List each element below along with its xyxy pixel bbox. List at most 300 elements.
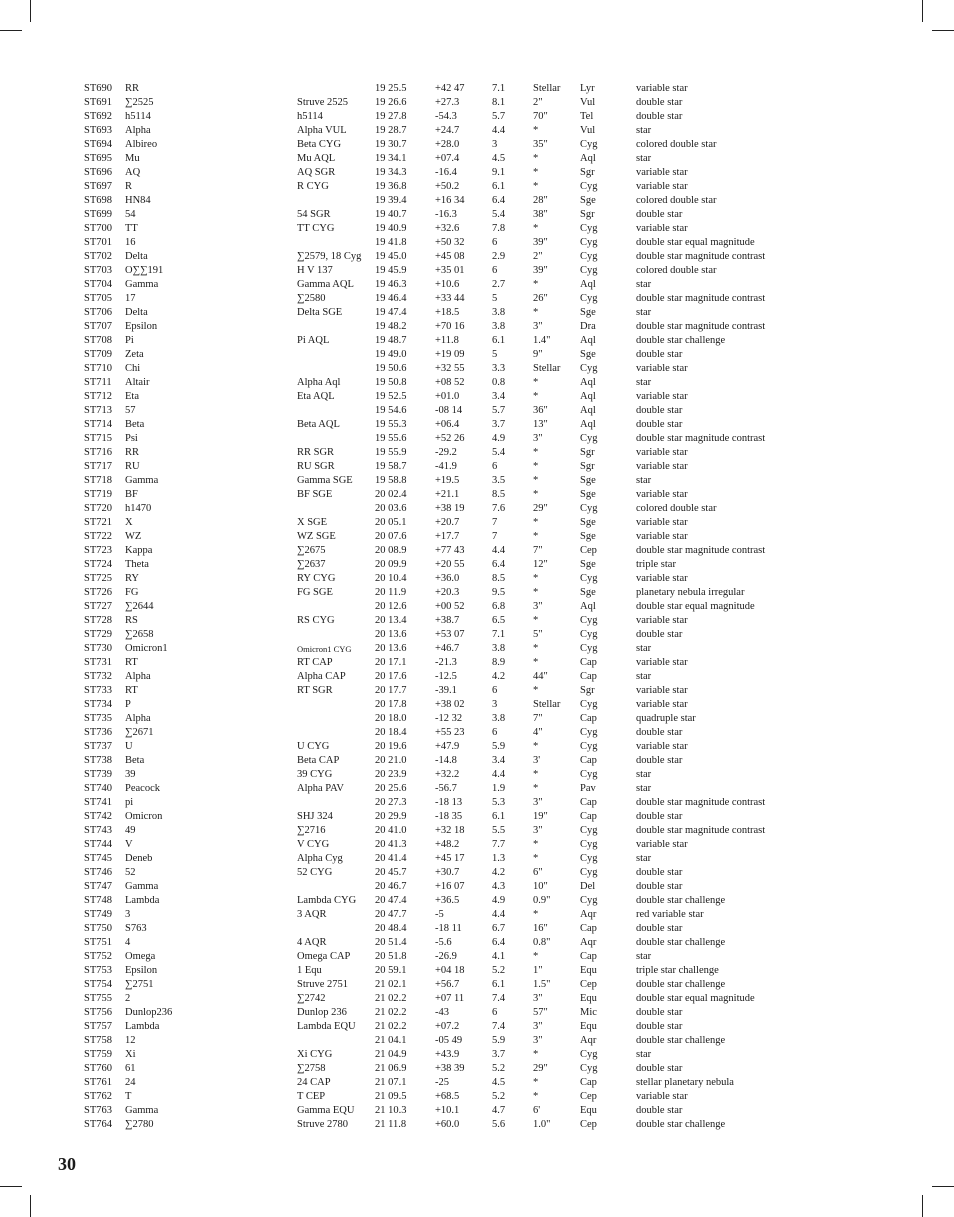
table-row	[84, 880, 884, 894]
object-type-cell: variable star	[636, 363, 688, 374]
right-ascension-cell: 19 58.8	[375, 475, 407, 486]
separation-cell: 38"	[533, 209, 548, 220]
alt-designation-cell: FG SGE	[297, 587, 333, 598]
alt-designation-cell: ∑2580	[297, 293, 326, 304]
constellation-cell: Cap	[580, 1077, 597, 1088]
constellation-cell: Cyg	[580, 741, 598, 752]
declination-cell: -54.3	[435, 111, 457, 122]
catalog-id-cell: ST752	[84, 951, 113, 962]
right-ascension-cell: 20 18.0	[375, 713, 407, 724]
table-row	[84, 1090, 884, 1104]
table-row	[84, 278, 884, 292]
separation-cell: 1.5"	[533, 979, 551, 990]
declination-cell: +01.0	[435, 391, 460, 402]
object-type-cell: variable star	[636, 741, 688, 752]
separation-cell: 3"	[533, 321, 543, 332]
constellation-cell: Sgr	[580, 447, 595, 458]
table-row	[84, 796, 884, 810]
star-name-cell: Albireo	[125, 139, 158, 150]
alt-designation-cell: BF SGE	[297, 489, 333, 500]
separation-cell: *	[533, 125, 539, 136]
star-name-cell: Eta	[125, 391, 139, 402]
catalog-id-cell: ST764	[84, 1119, 113, 1130]
star-name-cell: RT	[125, 685, 138, 696]
separation-cell: 3'	[533, 755, 541, 766]
catalog-id-cell: ST693	[84, 125, 113, 136]
object-type-cell: double star challenge	[636, 979, 726, 990]
declination-cell: -12.5	[435, 671, 457, 682]
separation-cell: 39"	[533, 237, 548, 248]
magnitude-cell: 5.7	[492, 111, 506, 122]
star-name-cell: ∑2525	[125, 97, 154, 108]
star-name-cell: 12	[125, 1035, 136, 1046]
magnitude-cell: 4.2	[492, 867, 506, 878]
catalog-id-cell: ST719	[84, 489, 113, 500]
magnitude-cell: 3.3	[492, 363, 506, 374]
star-name-cell: Gamma	[125, 1105, 159, 1116]
magnitude-cell: 4.4	[492, 125, 506, 136]
declination-cell: +06.4	[435, 419, 460, 430]
right-ascension-cell: 20 51.8	[375, 951, 407, 962]
table-row	[84, 754, 884, 768]
right-ascension-cell: 19 50.8	[375, 377, 407, 388]
magnitude-cell: 5.9	[492, 1035, 506, 1046]
object-type-cell: star	[636, 769, 652, 780]
alt-designation-cell: U CYG	[297, 741, 330, 752]
right-ascension-cell: 20 17.8	[375, 699, 407, 710]
alt-designation-cell: AQ SGR	[297, 167, 336, 178]
star-name-cell: ∑2780	[125, 1119, 154, 1130]
table-row	[84, 446, 884, 460]
right-ascension-cell: 20 59.1	[375, 965, 407, 976]
separation-cell: *	[533, 167, 539, 178]
table-row	[84, 782, 884, 796]
right-ascension-cell: 20 51.4	[375, 937, 407, 948]
star-name-cell: 61	[125, 1063, 136, 1074]
magnitude-cell: 7.1	[492, 83, 506, 94]
table-row	[84, 1020, 884, 1034]
constellation-cell: Cyg	[580, 867, 598, 878]
table-row	[84, 950, 884, 964]
magnitude-cell: 3.8	[492, 643, 506, 654]
catalog-id-cell: ST737	[84, 741, 113, 752]
table-row	[84, 488, 884, 502]
catalog-id-cell: ST715	[84, 433, 113, 444]
star-name-cell: RT	[125, 657, 138, 668]
constellation-cell: Sge	[580, 307, 596, 318]
right-ascension-cell: 20 47.4	[375, 895, 407, 906]
right-ascension-cell: 21 02.2	[375, 993, 407, 1004]
alt-designation-cell: RS CYG	[297, 615, 335, 626]
table-row	[84, 222, 884, 236]
object-type-cell: star	[636, 951, 652, 962]
separation-cell: *	[533, 783, 539, 794]
right-ascension-cell: 20 46.7	[375, 881, 407, 892]
magnitude-cell: 3.5	[492, 475, 506, 486]
crop-mark	[0, 1186, 22, 1187]
constellation-cell: Sge	[580, 195, 596, 206]
declination-cell: -12 32	[435, 713, 463, 724]
star-name-cell: 52	[125, 867, 136, 878]
alt-designation-cell: Mu AQL	[297, 153, 336, 164]
constellation-cell: Aql	[580, 601, 596, 612]
constellation-cell: Cyg	[580, 629, 598, 640]
declination-cell: +38.7	[435, 615, 460, 626]
constellation-cell: Cap	[580, 657, 597, 668]
table-row	[84, 740, 884, 754]
separation-cell: *	[533, 909, 539, 920]
right-ascension-cell: 19 50.6	[375, 363, 407, 374]
star-name-cell: Zeta	[125, 349, 144, 360]
magnitude-cell: 7.7	[492, 839, 506, 850]
alt-designation-cell: 54 SGR	[297, 209, 331, 220]
star-name-cell: BF	[125, 489, 138, 500]
magnitude-cell: 3	[492, 699, 498, 710]
right-ascension-cell: 20 13.6	[375, 643, 407, 654]
table-row	[84, 558, 884, 572]
object-type-cell: double star	[636, 629, 683, 640]
magnitude-cell: 5.4	[492, 209, 506, 220]
declination-cell: +77 43	[435, 545, 465, 556]
constellation-cell: Aql	[580, 391, 596, 402]
magnitude-cell: 7.4	[492, 993, 506, 1004]
object-type-cell: double star	[636, 1105, 683, 1116]
star-name-cell: ∑2671	[125, 727, 154, 738]
crop-mark	[30, 0, 31, 22]
star-name-cell: h1470	[125, 503, 152, 514]
alt-designation-cell: 1 Equ	[297, 965, 322, 976]
star-name-cell: RR	[125, 447, 140, 458]
separation-cell: *	[533, 769, 539, 780]
separation-cell: 7"	[533, 713, 543, 724]
star-name-cell: Delta	[125, 251, 148, 262]
magnitude-cell: 2.9	[492, 251, 506, 262]
declination-cell: +32 55	[435, 363, 465, 374]
magnitude-cell: 8.5	[492, 573, 506, 584]
declination-cell: -16.3	[435, 209, 457, 220]
constellation-cell: Cap	[580, 951, 597, 962]
star-name-cell: WZ	[125, 531, 142, 542]
constellation-cell: Vul	[580, 97, 596, 108]
declination-cell: +47.9	[435, 741, 460, 752]
constellation-cell: Cyg	[580, 223, 598, 234]
alt-designation-cell: Beta CYG	[297, 139, 342, 150]
right-ascension-cell: 19 34.1	[375, 153, 407, 164]
catalog-id-cell: ST726	[84, 587, 113, 598]
object-type-cell: stellar planetary nebula	[636, 1077, 734, 1088]
object-type-cell: star	[636, 853, 652, 864]
separation-cell: *	[533, 573, 539, 584]
star-name-cell: O∑∑191	[125, 265, 164, 276]
object-type-cell: double star	[636, 867, 683, 878]
catalog-id-cell: ST749	[84, 909, 113, 920]
table-row	[84, 348, 884, 362]
declination-cell: +53 07	[435, 629, 465, 640]
table-row	[84, 698, 884, 712]
separation-cell: 12"	[533, 559, 548, 570]
table-row	[84, 726, 884, 740]
declination-cell: +45 08	[435, 251, 465, 262]
right-ascension-cell: 21 02.1	[375, 979, 407, 990]
constellation-cell: Cep	[580, 545, 597, 556]
object-type-cell: double star	[636, 755, 683, 766]
table-row	[84, 236, 884, 250]
separation-cell: Stellar	[533, 83, 561, 94]
magnitude-cell: 3.4	[492, 755, 506, 766]
right-ascension-cell: 20 09.9	[375, 559, 407, 570]
alt-designation-cell: 24 CAP	[297, 1077, 331, 1088]
object-type-cell: variable star	[636, 489, 688, 500]
crop-mark	[30, 1195, 31, 1217]
catalog-id-cell: ST718	[84, 475, 113, 486]
table-row	[84, 362, 884, 376]
right-ascension-cell: 20 17.1	[375, 657, 407, 668]
catalog-id-cell: ST735	[84, 713, 113, 724]
constellation-cell: Cyg	[580, 503, 598, 514]
constellation-cell: Cap	[580, 713, 597, 724]
magnitude-cell: 7.6	[492, 503, 506, 514]
separation-cell: 9"	[533, 349, 543, 360]
separation-cell: 3"	[533, 1035, 543, 1046]
table-row	[84, 194, 884, 208]
constellation-cell: Cyg	[580, 853, 598, 864]
star-name-cell: 4	[125, 937, 131, 948]
constellation-cell: Sgr	[580, 209, 595, 220]
star-name-cell: Dunlop236	[125, 1007, 173, 1018]
star-name-cell: Beta	[125, 755, 145, 766]
catalog-id-cell: ST730	[84, 643, 113, 654]
declination-cell: -18 11	[435, 923, 462, 934]
table-row	[84, 614, 884, 628]
star-name-cell: Delta	[125, 307, 148, 318]
object-type-cell: double star magnitude contrast	[636, 545, 766, 556]
separation-cell: *	[533, 461, 539, 472]
star-name-cell: RY	[125, 573, 140, 584]
constellation-cell: Sgr	[580, 461, 595, 472]
right-ascension-cell: 19 55.6	[375, 433, 407, 444]
star-name-cell: 57	[125, 405, 136, 416]
star-name-cell: ∑2658	[125, 629, 154, 640]
separation-cell: 3"	[533, 1021, 543, 1032]
magnitude-cell: 5.3	[492, 797, 506, 808]
object-type-cell: double star magnitude contrast	[636, 293, 766, 304]
declination-cell: +00 52	[435, 601, 465, 612]
star-name-cell: Omicron1	[125, 643, 168, 654]
constellation-cell: Tel	[580, 111, 594, 122]
object-type-cell: star	[636, 475, 652, 486]
catalog-id-cell: ST703	[84, 265, 113, 276]
right-ascension-cell: 19 41.8	[375, 237, 407, 248]
declination-cell: +36.0	[435, 573, 460, 584]
alt-designation-cell: Alpha VUL	[297, 125, 347, 136]
constellation-cell: Cap	[580, 811, 597, 822]
object-type-cell: variable star	[636, 699, 688, 710]
alt-designation-cell: RT SGR	[297, 685, 333, 696]
constellation-cell: Sgr	[580, 685, 595, 696]
object-type-cell: variable star	[636, 391, 688, 402]
declination-cell: -16.4	[435, 167, 457, 178]
magnitude-cell: 3	[492, 139, 498, 150]
declination-cell: +20.7	[435, 517, 460, 528]
separation-cell: 0.9"	[533, 895, 551, 906]
right-ascension-cell: 20 03.6	[375, 503, 407, 514]
right-ascension-cell: 20 21.0	[375, 755, 407, 766]
constellation-cell: Dra	[580, 321, 596, 332]
catalog-id-cell: ST724	[84, 559, 113, 570]
constellation-cell: Cep	[580, 979, 597, 990]
constellation-cell: Cyg	[580, 699, 598, 710]
right-ascension-cell: 20 08.9	[375, 545, 407, 556]
separation-cell: 39"	[533, 265, 548, 276]
magnitude-cell: 4.1	[492, 951, 506, 962]
catalog-id-cell: ST759	[84, 1049, 113, 1060]
declination-cell: +42 47	[435, 83, 465, 94]
magnitude-cell: 4.7	[492, 1105, 506, 1116]
magnitude-cell: 6	[492, 265, 498, 276]
object-type-cell: double star	[636, 1021, 683, 1032]
separation-cell: 7"	[533, 545, 543, 556]
table-row	[84, 82, 884, 96]
magnitude-cell: 6	[492, 461, 498, 472]
right-ascension-cell: 21 04.9	[375, 1049, 407, 1060]
magnitude-cell: 7	[492, 531, 498, 542]
constellation-cell: Cyg	[580, 825, 598, 836]
alt-designation-cell: Eta AQL	[297, 391, 335, 402]
magnitude-cell: 5.9	[492, 741, 506, 752]
catalog-id-cell: ST760	[84, 1063, 113, 1074]
star-name-cell: 24	[125, 1077, 136, 1088]
object-type-cell: double star	[636, 111, 683, 122]
object-type-cell: variable star	[636, 461, 688, 472]
catalog-id-cell: ST708	[84, 335, 113, 346]
right-ascension-cell: 20 17.6	[375, 671, 407, 682]
catalog-id-cell: ST701	[84, 237, 113, 248]
catalog-id-cell: ST698	[84, 195, 113, 206]
catalog-id-cell: ST742	[84, 811, 113, 822]
table-row	[84, 250, 884, 264]
object-type-cell: star	[636, 783, 652, 794]
separation-cell: *	[533, 1077, 539, 1088]
declination-cell: +52 26	[435, 433, 465, 444]
object-type-cell: variable star	[636, 573, 688, 584]
magnitude-cell: 6.4	[492, 195, 506, 206]
right-ascension-cell: 20 12.6	[375, 601, 407, 612]
magnitude-cell: 4.3	[492, 881, 506, 892]
right-ascension-cell: 19 26.6	[375, 97, 407, 108]
separation-cell: *	[533, 517, 539, 528]
star-name-cell: TT	[125, 223, 138, 234]
alt-designation-cell: Omega CAP	[297, 951, 351, 962]
magnitude-cell: 8.9	[492, 657, 506, 668]
catalog-id-cell: ST727	[84, 601, 113, 612]
magnitude-cell: 6.7	[492, 923, 506, 934]
catalog-id-cell: ST748	[84, 895, 113, 906]
catalog-id-cell: ST747	[84, 881, 113, 892]
magnitude-cell: 9.1	[492, 167, 506, 178]
catalog-id-cell: ST725	[84, 573, 113, 584]
catalog-id-cell: ST717	[84, 461, 113, 472]
magnitude-cell: 7.4	[492, 1021, 506, 1032]
object-type-cell: double star equal magnitude	[636, 993, 755, 1004]
constellation-cell: Cyg	[580, 769, 598, 780]
magnitude-cell: 5.2	[492, 1091, 506, 1102]
table-row	[84, 656, 884, 670]
magnitude-cell: 5.4	[492, 447, 506, 458]
catalog-id-cell: ST711	[84, 377, 112, 388]
alt-designation-cell: Lambda EQU	[297, 1021, 356, 1032]
table-row	[84, 978, 884, 992]
table-row	[84, 1048, 884, 1062]
right-ascension-cell: 19 48.7	[375, 335, 407, 346]
star-name-cell: Lambda	[125, 1021, 160, 1032]
right-ascension-cell: 19 40.7	[375, 209, 407, 220]
object-type-cell: star	[636, 643, 652, 654]
constellation-cell: Cyg	[580, 1063, 598, 1074]
table-row	[84, 670, 884, 684]
alt-designation-cell: Gamma EQU	[297, 1105, 355, 1116]
star-name-cell: FG	[125, 587, 139, 598]
separation-cell: 5"	[533, 629, 543, 640]
constellation-cell: Cyg	[580, 251, 598, 262]
object-type-cell: double star	[636, 405, 683, 416]
star-name-cell: 54	[125, 209, 136, 220]
star-name-cell: Psi	[125, 433, 138, 444]
right-ascension-cell: 20 23.9	[375, 769, 407, 780]
constellation-cell: Sge	[580, 489, 596, 500]
table-row	[84, 1006, 884, 1020]
magnitude-cell: 3.7	[492, 1049, 506, 1060]
object-type-cell: triple star challenge	[636, 965, 719, 976]
constellation-cell: Sge	[580, 531, 596, 542]
crop-mark	[0, 30, 22, 31]
table-row	[84, 1034, 884, 1048]
right-ascension-cell: 20 13.4	[375, 615, 407, 626]
declination-cell: +32 18	[435, 825, 465, 836]
star-name-cell: Epsilon	[125, 965, 158, 976]
catalog-id-cell: ST695	[84, 153, 113, 164]
table-row	[84, 138, 884, 152]
declination-cell: -18 13	[435, 797, 463, 808]
right-ascension-cell: 20 27.3	[375, 797, 407, 808]
separation-cell: *	[533, 447, 539, 458]
declination-cell: -26.9	[435, 951, 457, 962]
object-type-cell: double star challenge	[636, 1035, 726, 1046]
separation-cell: *	[533, 643, 539, 654]
object-type-cell: double star	[636, 727, 683, 738]
object-type-cell: colored double star	[636, 503, 717, 514]
star-name-cell: Epsilon	[125, 321, 158, 332]
constellation-cell: Cyg	[580, 181, 598, 192]
right-ascension-cell: 19 36.8	[375, 181, 407, 192]
catalog-id-cell: ST691	[84, 97, 113, 108]
catalog-id-cell: ST690	[84, 83, 113, 94]
object-type-cell: double star	[636, 209, 683, 220]
star-name-cell: P	[125, 699, 131, 710]
constellation-cell: Sge	[580, 475, 596, 486]
object-type-cell: variable star	[636, 657, 688, 668]
magnitude-cell: 6.1	[492, 811, 506, 822]
right-ascension-cell: 19 45.9	[375, 265, 407, 276]
right-ascension-cell: 19 49.0	[375, 349, 407, 360]
object-type-cell: red variable star	[636, 909, 704, 920]
star-name-cell: ∑2644	[125, 601, 154, 612]
catalog-id-cell: ST740	[84, 783, 113, 794]
declination-cell: +38 39	[435, 1063, 465, 1074]
table-row	[84, 810, 884, 824]
catalog-id-cell: ST744	[84, 839, 113, 850]
catalog-id-cell: ST738	[84, 755, 113, 766]
object-type-cell: double star magnitude contrast	[636, 433, 766, 444]
